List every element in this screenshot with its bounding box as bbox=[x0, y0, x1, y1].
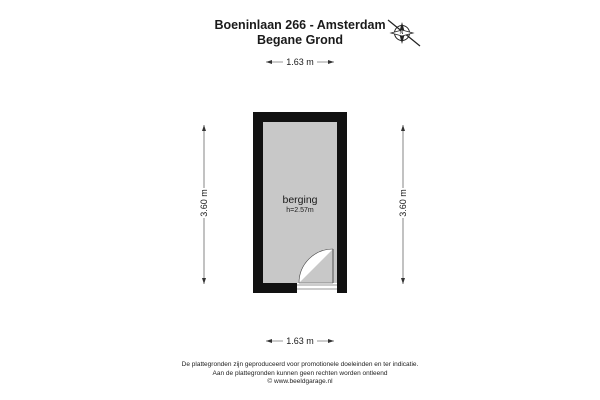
dimension-right-label: 3.60 m bbox=[398, 189, 408, 217]
dimension-bottom-label: 1.63 m bbox=[286, 336, 314, 346]
room-name-label: berging bbox=[282, 194, 318, 206]
room-height-label: h=2.57m bbox=[286, 207, 314, 214]
floor-title: Begane Grond bbox=[256, 33, 344, 47]
dimension-right bbox=[396, 125, 410, 284]
compass-north-icon bbox=[388, 20, 420, 46]
dimension-left-label: 3.60 m bbox=[199, 189, 209, 217]
dimension-bottom bbox=[266, 334, 334, 347]
footer-disclaimer bbox=[0, 361, 600, 387]
footer-link[interactable]: © www.beeldgarage.nl bbox=[267, 378, 333, 385]
dimension-left bbox=[197, 125, 211, 284]
dimension-top bbox=[266, 55, 334, 68]
footer-line-1: De plattegronden zijn geproduceerd voor promotionele doeleinden en ter indicatie. bbox=[181, 361, 419, 368]
svg-text:N: N bbox=[399, 30, 404, 36]
address-title: Boeninlaan 266 - Amsterdam bbox=[214, 18, 386, 32]
dimension-top-label: 1.63 m bbox=[286, 57, 314, 67]
footer-line-2: Aan de plattegronden kunnen geen rechten worden ontleend bbox=[212, 369, 388, 377]
door-opening bbox=[297, 283, 337, 293]
